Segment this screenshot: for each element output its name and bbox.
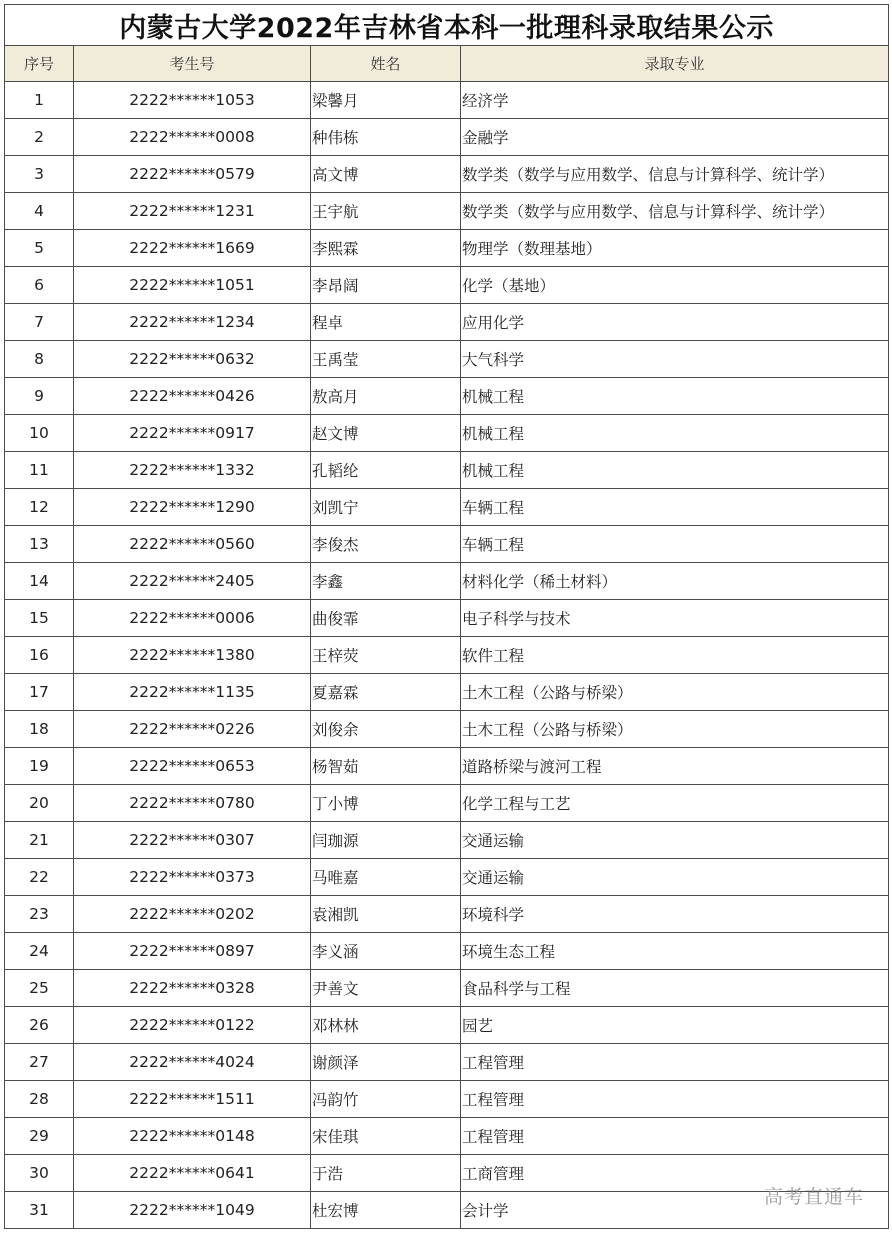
cell-index: 18 [5, 711, 74, 748]
cell-name: 敖高月 [311, 378, 461, 415]
table-row [5, 970, 889, 1007]
cell-name: 尹善文 [311, 970, 461, 1007]
cell-index: 28 [5, 1081, 74, 1118]
cell-name: 王梓荧 [311, 637, 461, 674]
cell-index: 23 [5, 896, 74, 933]
cell-exam-number: 2222******1231 [74, 193, 311, 230]
cell-index: 26 [5, 1007, 74, 1044]
cell-major: 工程管理 [461, 1118, 889, 1155]
cell-major: 化学（基地） [461, 267, 889, 304]
table-row [5, 193, 889, 230]
cell-name: 赵文博 [311, 415, 461, 452]
table-row [5, 119, 889, 156]
cell-name: 夏嘉霖 [311, 674, 461, 711]
table-row [5, 526, 889, 563]
cell-exam-number: 2222******0373 [74, 859, 311, 896]
cell-name: 杨智茹 [311, 748, 461, 785]
cell-major: 经济学 [461, 82, 889, 119]
cell-major: 软件工程 [461, 637, 889, 674]
admission-results-table [4, 4, 889, 1229]
cell-name: 杜宏博 [311, 1192, 461, 1229]
cell-index: 15 [5, 600, 74, 637]
cell-major: 环境生态工程 [461, 933, 889, 970]
cell-exam-number: 2222******1669 [74, 230, 311, 267]
cell-exam-number: 2222******0006 [74, 600, 311, 637]
cell-index: 29 [5, 1118, 74, 1155]
cell-index: 25 [5, 970, 74, 1007]
cell-index: 10 [5, 415, 74, 452]
cell-exam-number: 2222******0202 [74, 896, 311, 933]
cell-name: 王宇航 [311, 193, 461, 230]
cell-name: 于浩 [311, 1155, 461, 1192]
cell-major: 机械工程 [461, 415, 889, 452]
cell-major: 应用化学 [461, 304, 889, 341]
cell-index: 24 [5, 933, 74, 970]
cell-name: 梁馨月 [311, 82, 461, 119]
table-row [5, 489, 889, 526]
cell-exam-number: 2222******0560 [74, 526, 311, 563]
cell-major: 材料化学（稀土材料） [461, 563, 889, 600]
cell-exam-number: 2222******0008 [74, 119, 311, 156]
cell-index: 31 [5, 1192, 74, 1229]
cell-name: 邓林林 [311, 1007, 461, 1044]
cell-exam-number: 2222******1380 [74, 637, 311, 674]
table-row [5, 1118, 889, 1155]
cell-index: 30 [5, 1155, 74, 1192]
table-row [5, 156, 889, 193]
cell-exam-number: 2222******0653 [74, 748, 311, 785]
cell-exam-number: 2222******0328 [74, 970, 311, 1007]
cell-index: 16 [5, 637, 74, 674]
cell-index: 13 [5, 526, 74, 563]
cell-exam-number: 2222******0122 [74, 1007, 311, 1044]
cell-major: 土木工程（公路与桥梁） [461, 711, 889, 748]
cell-major: 车辆工程 [461, 489, 889, 526]
cell-name: 高文博 [311, 156, 461, 193]
table-row [5, 637, 889, 674]
cell-index: 22 [5, 859, 74, 896]
table-row [5, 452, 889, 489]
cell-exam-number: 2222******0307 [74, 822, 311, 859]
cell-name: 刘凯宁 [311, 489, 461, 526]
cell-index: 11 [5, 452, 74, 489]
cell-major: 化学工程与工艺 [461, 785, 889, 822]
table-row [5, 415, 889, 452]
cell-major: 大气科学 [461, 341, 889, 378]
table-row [5, 341, 889, 378]
table-row [5, 378, 889, 415]
table-row [5, 711, 889, 748]
cell-major: 数学类（数学与应用数学、信息与计算科学、统计学） [461, 156, 889, 193]
table-row [5, 267, 889, 304]
cell-name: 李熙霖 [311, 230, 461, 267]
table-row [5, 785, 889, 822]
cell-name: 袁湘凯 [311, 896, 461, 933]
watermark-text: 高考直通车 [763, 1186, 864, 1208]
cell-index: 21 [5, 822, 74, 859]
column-header-name: 姓名 [311, 46, 461, 82]
table-row [5, 896, 889, 933]
table-row [5, 748, 889, 785]
cell-index: 5 [5, 230, 74, 267]
table-row [5, 859, 889, 896]
cell-name: 李俊杰 [311, 526, 461, 563]
cell-index: 8 [5, 341, 74, 378]
cell-index: 1 [5, 82, 74, 119]
cell-index: 2 [5, 119, 74, 156]
cell-index: 14 [5, 563, 74, 600]
cell-major: 工商管理 [461, 1155, 889, 1192]
cell-major: 物理学（数理基地） [461, 230, 889, 267]
table-header-row [5, 46, 889, 82]
cell-exam-number: 2222******1135 [74, 674, 311, 711]
cell-name: 孔韬纶 [311, 452, 461, 489]
cell-name: 李义涵 [311, 933, 461, 970]
cell-exam-number: 2222******0632 [74, 341, 311, 378]
cell-exam-number: 2222******4024 [74, 1044, 311, 1081]
table-row [5, 1155, 889, 1192]
cell-index: 9 [5, 378, 74, 415]
cell-name: 宋佳琪 [311, 1118, 461, 1155]
table-row [5, 600, 889, 637]
cell-name: 李昂阔 [311, 267, 461, 304]
table-row [5, 1081, 889, 1118]
table-row [5, 822, 889, 859]
cell-major: 车辆工程 [461, 526, 889, 563]
cell-major: 环境科学 [461, 896, 889, 933]
table-row [5, 1007, 889, 1044]
table-row [5, 1044, 889, 1081]
cell-major: 数学类（数学与应用数学、信息与计算科学、统计学） [461, 193, 889, 230]
cell-major: 工程管理 [461, 1081, 889, 1118]
cell-index: 27 [5, 1044, 74, 1081]
cell-name: 程卓 [311, 304, 461, 341]
cell-major: 交通运输 [461, 859, 889, 896]
column-header-major: 录取专业 [461, 46, 889, 82]
cell-name: 种伟栋 [311, 119, 461, 156]
cell-name: 冯韵竹 [311, 1081, 461, 1118]
cell-index: 12 [5, 489, 74, 526]
cell-name: 曲俊霏 [311, 600, 461, 637]
cell-index: 3 [5, 156, 74, 193]
cell-name: 谢颜泽 [311, 1044, 461, 1081]
cell-exam-number: 2222******0897 [74, 933, 311, 970]
cell-exam-number: 2222******1049 [74, 1192, 311, 1229]
cell-exam-number: 2222******1511 [74, 1081, 311, 1118]
cell-index: 19 [5, 748, 74, 785]
cell-exam-number: 2222******0148 [74, 1118, 311, 1155]
cell-name: 李鑫 [311, 563, 461, 600]
cell-exam-number: 2222******1234 [74, 304, 311, 341]
cell-major: 金融学 [461, 119, 889, 156]
table-row [5, 563, 889, 600]
cell-exam-number: 2222******1053 [74, 82, 311, 119]
cell-name: 丁小博 [311, 785, 461, 822]
cell-name: 刘俊余 [311, 711, 461, 748]
cell-major: 食品科学与工程 [461, 970, 889, 1007]
cell-exam-number: 2222******0917 [74, 415, 311, 452]
cell-index: 20 [5, 785, 74, 822]
cell-index: 7 [5, 304, 74, 341]
cell-name: 闫珈源 [311, 822, 461, 859]
cell-exam-number: 2222******1290 [74, 489, 311, 526]
cell-major: 电子科学与技术 [461, 600, 889, 637]
cell-major: 会计学 [461, 1192, 889, 1229]
cell-major: 土木工程（公路与桥梁） [461, 674, 889, 711]
cell-exam-number: 2222******0226 [74, 711, 311, 748]
cell-major: 机械工程 [461, 452, 889, 489]
admission-results-sheet [4, 4, 888, 1232]
cell-name: 马唯嘉 [311, 859, 461, 896]
cell-major: 工程管理 [461, 1044, 889, 1081]
cell-index: 6 [5, 267, 74, 304]
cell-exam-number: 2222******0641 [74, 1155, 311, 1192]
cell-major: 道路桥梁与渡河工程 [461, 748, 889, 785]
column-header-exam-number: 考生号 [74, 46, 311, 82]
table-row [5, 933, 889, 970]
cell-major: 机械工程 [461, 378, 889, 415]
cell-name: 王禹莹 [311, 341, 461, 378]
table-row [5, 304, 889, 341]
cell-index: 17 [5, 674, 74, 711]
table-row [5, 674, 889, 711]
table-body [5, 82, 889, 1229]
table-row [5, 230, 889, 267]
column-header-index: 序号 [5, 46, 74, 82]
table-row [5, 82, 889, 119]
cell-major: 园艺 [461, 1007, 889, 1044]
cell-exam-number: 2222******2405 [74, 563, 311, 600]
cell-exam-number: 2222******1051 [74, 267, 311, 304]
cell-index: 4 [5, 193, 74, 230]
cell-exam-number: 2222******0579 [74, 156, 311, 193]
cell-exam-number: 2222******0780 [74, 785, 311, 822]
cell-exam-number: 2222******1332 [74, 452, 311, 489]
cell-exam-number: 2222******0426 [74, 378, 311, 415]
page-title: 内蒙古大学2022年吉林省本科一批理科录取结果公示 [5, 5, 889, 46]
table-row [5, 1192, 889, 1229]
cell-major: 交通运输 [461, 822, 889, 859]
